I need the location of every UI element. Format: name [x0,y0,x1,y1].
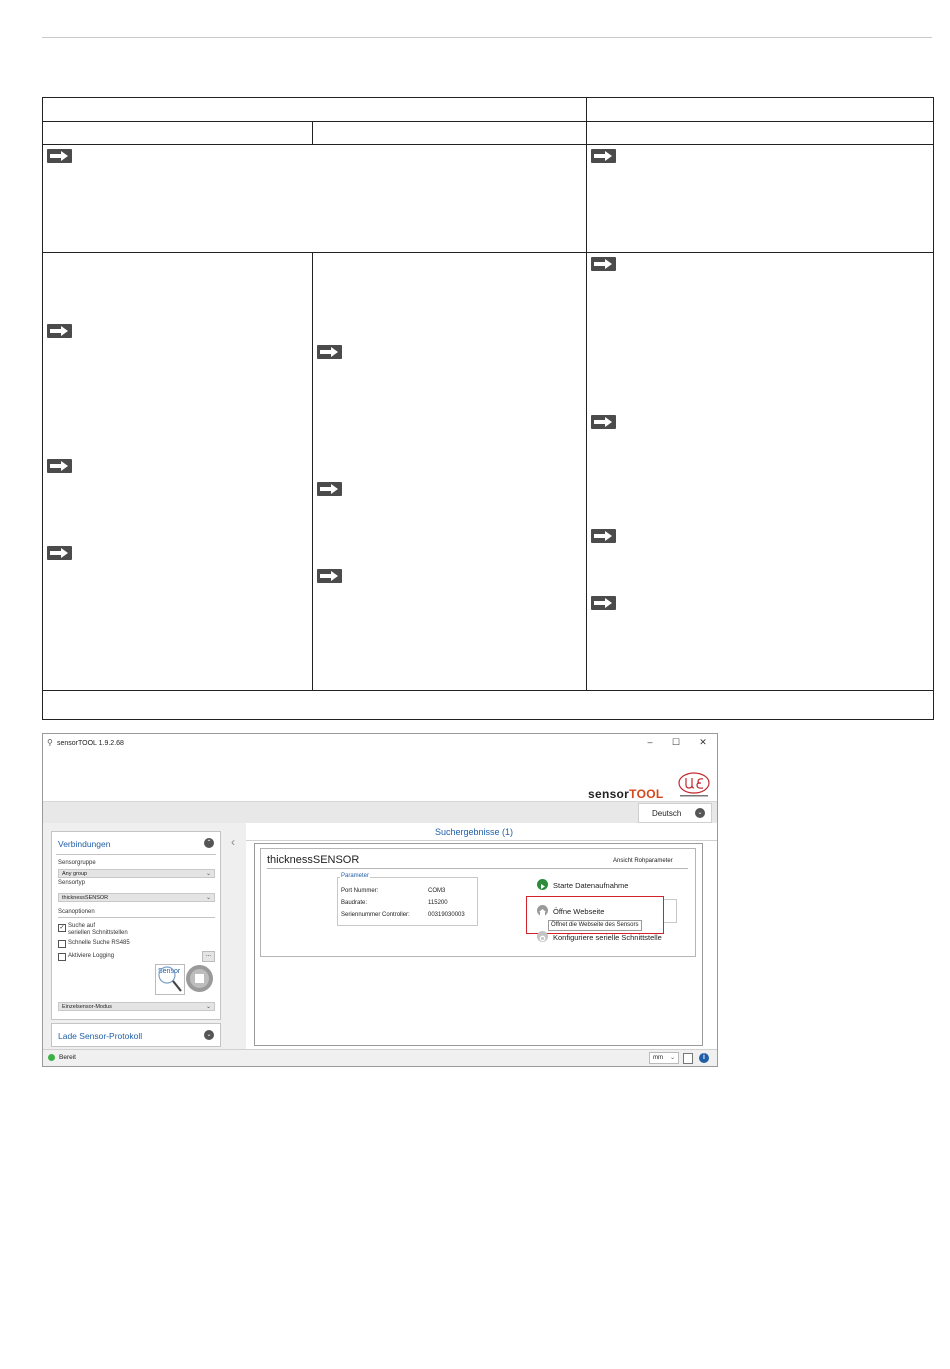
sensor-group-label: Sensorgruppe [58,860,96,866]
param-value: 115200 [428,900,448,906]
language-bar [43,801,717,824]
brand-sensor: sensor [588,787,630,801]
tooltip: Öffnet die Webseite des Sensors [548,920,642,931]
logging-browse-button[interactable]: ... [202,951,215,962]
results-heading: Suchergebnisse (1) [435,827,514,837]
mode-value: Einzelsensor-Modus [62,1004,112,1010]
chevron-down-icon: ⌄ [695,808,705,818]
sensor-card [260,848,696,957]
arrow-icon [47,149,72,163]
arrow-icon [591,257,616,271]
brand-wordmark [588,787,663,801]
serial-search-checkbox[interactable]: ✓ [59,925,65,931]
configure-serial-label: Konfiguriere serielle Schnittstelle [553,933,662,942]
brand-tool: TOOL [629,787,664,801]
arrow-icon [591,149,616,163]
param-key: Baudrate: [341,900,368,906]
chevron-down-icon: ⌄ [205,895,211,901]
arrow-icon [47,459,72,473]
left-pane [43,823,246,1049]
parameter-group [337,873,478,926]
magnifier-icon: ⚲ [47,738,53,747]
status-indicator-icon [48,1054,55,1061]
rs485-checkbox[interactable] [58,940,66,948]
protocol-panel[interactable] [51,1023,221,1047]
param-key: Port Nummer: [341,888,379,894]
arrow-icon [47,324,72,338]
collapse-chevron-icon[interactable]: ‹ [231,835,235,849]
raw-params-link[interactable]: Ansicht Rohparameter [613,858,673,864]
arrow-icon [591,596,616,610]
mode-select[interactable] [58,1002,215,1011]
info-icon[interactable]: i [699,1053,709,1063]
rs485-label: Schnelle Suche RS485 [68,940,130,946]
gear-icon [537,931,548,942]
start-acquisition-button[interactable] [537,879,687,891]
chevron-up-icon[interactable]: ⌃ [204,838,214,848]
sensor-type-select[interactable] [58,893,215,902]
connections-panel [51,831,221,1020]
sensor-group-select[interactable] [58,869,215,878]
sensor-search-button[interactable] [155,964,185,995]
connections-title[interactable]: Verbindungen [58,839,111,849]
chevron-down-icon: ⌄ [204,1030,214,1040]
arrow-icon [47,546,72,560]
magnifier-icon [156,965,184,994]
arrow-icon [317,482,342,496]
minimize-button[interactable]: – [647,737,653,747]
configure-serial-button[interactable] [537,931,692,943]
sensor-type-label: Sensortyp [58,880,86,886]
maximize-button[interactable]: ☐ [671,737,681,747]
title-bar [43,734,717,754]
unit-select[interactable] [649,1052,679,1064]
status-bar [43,1049,717,1067]
close-button[interactable]: ✕ [699,737,707,747]
results-frame [254,843,703,1046]
stop-button[interactable] [186,965,213,992]
arrow-icon [591,415,616,429]
results-pane [246,823,717,1049]
sensor-group-value: Any group [62,871,88,877]
home-icon [537,905,548,916]
page-header-rule [42,37,932,38]
serial-search-label: Suche auf [68,923,96,929]
arrow-icon [591,529,616,543]
language-value: Deutsch [652,809,682,818]
sensor-type-value: thicknessSENSOR [62,895,109,901]
unit-value: mm [653,1055,663,1061]
param-value: COM3 [428,888,446,894]
parameter-legend: Parameter [341,873,370,879]
menu-frame [664,899,677,923]
open-webpage-button[interactable] [537,905,662,917]
param-value: 00319030003 [428,912,465,918]
stop-icon [195,974,204,983]
language-select[interactable] [638,803,712,823]
sensor-search-label: Sensor [158,968,181,975]
play-icon [537,879,548,890]
arrow-icon [317,345,342,359]
chevron-down-icon: ⌄ [669,1055,675,1061]
logging-checkbox[interactable] [58,953,66,961]
sensor-name: thicknessSENSOR [267,854,360,866]
status-text: Bereit [59,1054,76,1061]
scan-options-label: Scanoptionen [58,909,95,915]
param-key: Seriennummer Controller: [341,912,410,918]
logging-label: Aktiviere Logging [68,953,115,959]
window-title: sensorTOOL 1.9.2.68 [57,740,124,747]
sensortool-window [42,733,718,1067]
company-logo-icon [677,772,711,798]
serial-search-label-2: seriellen Schnittstellen [68,930,128,936]
chevron-down-icon: ⌄ [205,871,211,877]
arrow-icon [317,569,342,583]
protocol-title: Lade Sensor-Protokoll [58,1031,143,1041]
start-acquisition-label: Starte Datenaufnahme [553,881,629,890]
open-webpage-label: Öffne Webseite [553,907,605,916]
chevron-down-icon: ⌄ [205,1004,211,1010]
document-icon[interactable] [683,1053,693,1064]
